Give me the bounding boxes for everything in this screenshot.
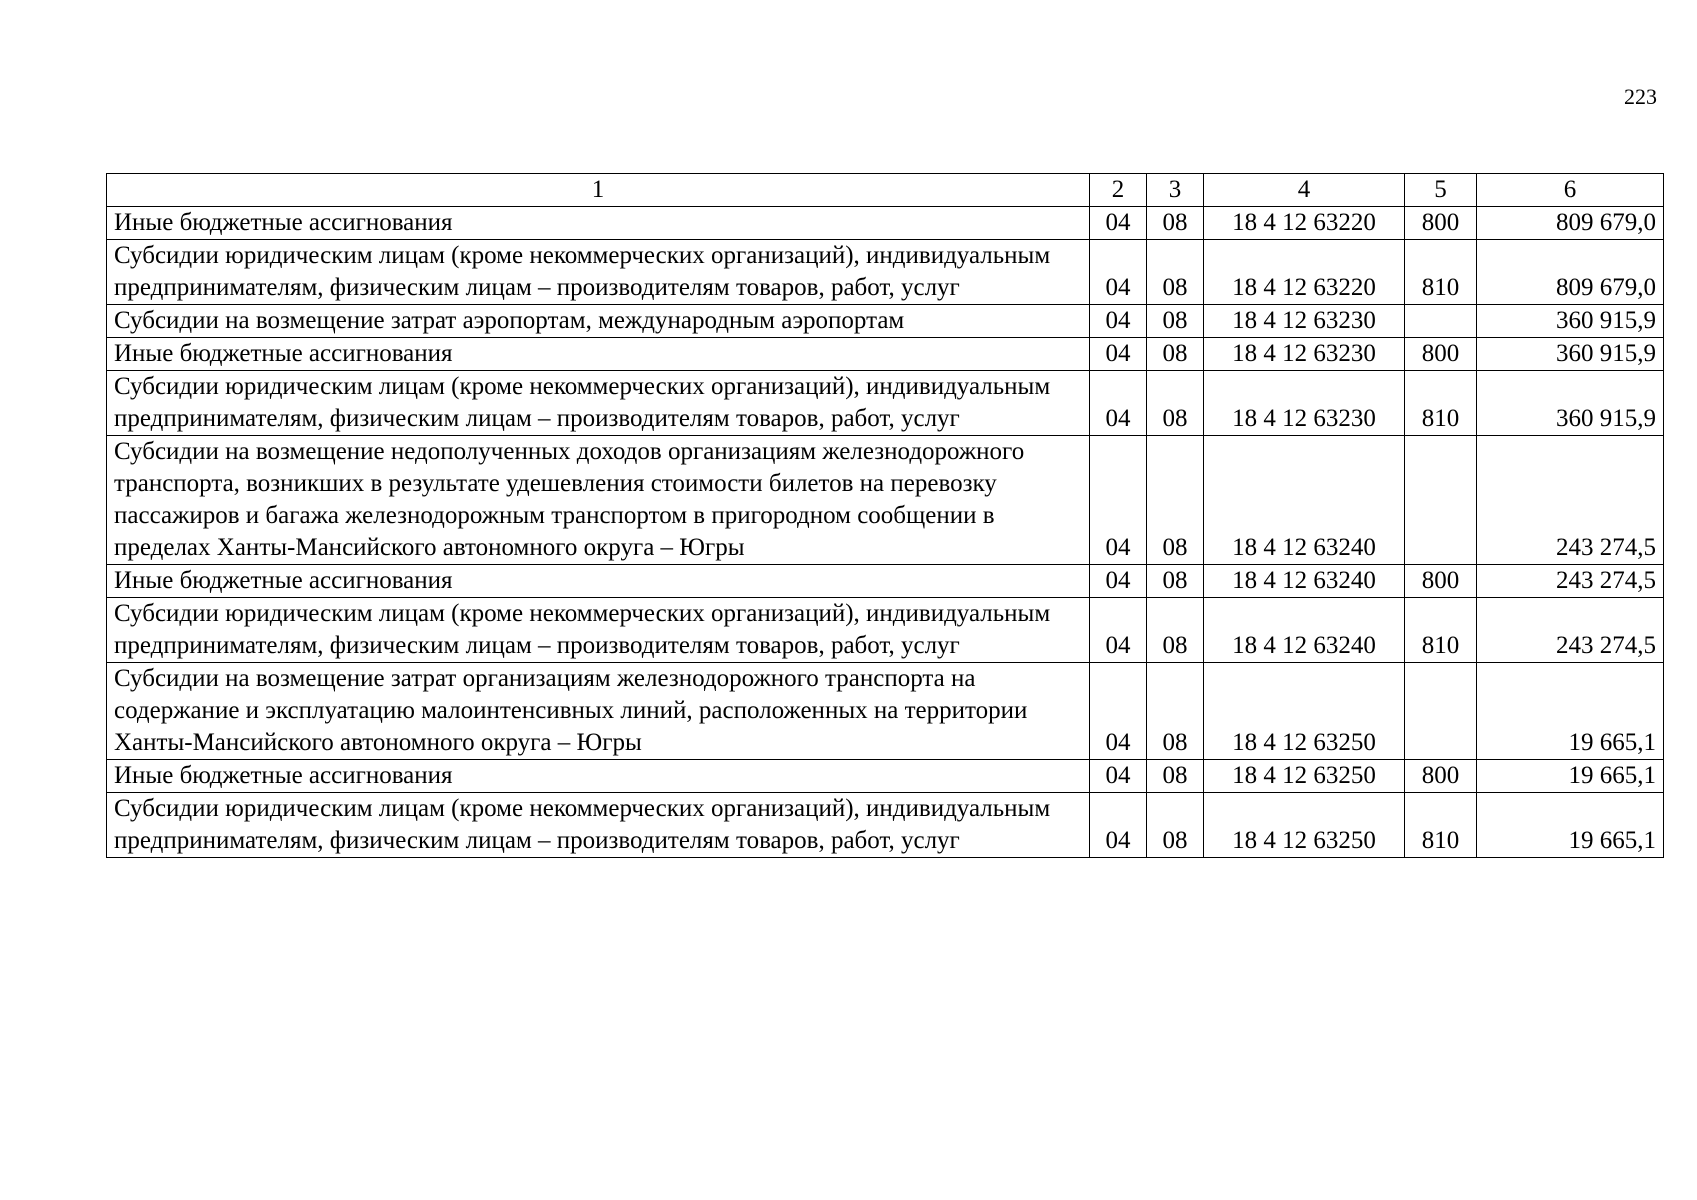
- row-name: Субсидии юридическим лицам (кроме некоммерческих организаций), индивидуальным предпринимателям, физическим лицам – производителям товаров, работ, услуг: [107, 598, 1090, 663]
- column-header: 2: [1090, 174, 1147, 207]
- row-subsection: 08: [1147, 305, 1204, 338]
- row-target-code: 18 4 12 63230: [1204, 371, 1405, 436]
- row-target-code: 18 4 12 63230: [1204, 305, 1405, 338]
- row-target-code: 18 4 12 63240: [1204, 565, 1405, 598]
- column-header: 5: [1405, 174, 1477, 207]
- row-section: 04: [1090, 793, 1147, 858]
- table-row: [107, 371, 1664, 436]
- row-expense-type: [1405, 305, 1477, 338]
- column-header: 3: [1147, 174, 1204, 207]
- row-subsection: 08: [1147, 663, 1204, 760]
- row-expense-type: 800: [1405, 565, 1477, 598]
- row-expense-type: 800: [1405, 207, 1477, 240]
- column-header: 1: [107, 174, 1090, 207]
- row-target-code: 18 4 12 63250: [1204, 663, 1405, 760]
- row-name: Субсидии юридическим лицам (кроме некоммерческих организаций), индивидуальным предпринимателям, физическим лицам – производителям товаров, работ, услуг: [107, 793, 1090, 858]
- row-amount: 360 915,9: [1477, 371, 1664, 436]
- row-target-code: 18 4 12 63250: [1204, 760, 1405, 793]
- row-target-code: 18 4 12 63240: [1204, 598, 1405, 663]
- row-expense-type: 810: [1405, 793, 1477, 858]
- row-section: 04: [1090, 760, 1147, 793]
- column-header: 4: [1204, 174, 1405, 207]
- row-subsection: 08: [1147, 760, 1204, 793]
- row-section: 04: [1090, 338, 1147, 371]
- row-subsection: 08: [1147, 371, 1204, 436]
- row-expense-type: 810: [1405, 371, 1477, 436]
- table-row: [107, 760, 1664, 793]
- row-expense-type: 810: [1405, 240, 1477, 305]
- row-name: Иные бюджетные ассигнования: [107, 565, 1090, 598]
- row-target-code: 18 4 12 63220: [1204, 240, 1405, 305]
- table-row: [107, 793, 1664, 858]
- row-section: 04: [1090, 565, 1147, 598]
- row-section: 04: [1090, 240, 1147, 305]
- row-name: Субсидии юридическим лицам (кроме некоммерческих организаций), индивидуальным предпринимателям, физическим лицам – производителям товаров, работ, услуг: [107, 240, 1090, 305]
- table-row: [107, 240, 1664, 305]
- row-expense-type: [1405, 436, 1477, 565]
- row-target-code: 18 4 12 63240: [1204, 436, 1405, 565]
- row-expense-type: 810: [1405, 598, 1477, 663]
- row-amount: 809 679,0: [1477, 207, 1664, 240]
- table-row: [107, 305, 1664, 338]
- table-row: [107, 598, 1664, 663]
- row-subsection: 08: [1147, 207, 1204, 240]
- table-row: [107, 338, 1664, 371]
- row-target-code: 18 4 12 63220: [1204, 207, 1405, 240]
- header-row: [107, 174, 1664, 207]
- row-section: 04: [1090, 663, 1147, 760]
- row-subsection: 08: [1147, 436, 1204, 565]
- row-amount: 19 665,1: [1477, 663, 1664, 760]
- row-name: Иные бюджетные ассигнования: [107, 207, 1090, 240]
- page-number: 223: [1624, 84, 1657, 109]
- row-subsection: 08: [1147, 793, 1204, 858]
- row-amount: 19 665,1: [1477, 793, 1664, 858]
- row-target-code: 18 4 12 63250: [1204, 793, 1405, 858]
- row-name: Субсидии юридическим лицам (кроме некоммерческих организаций), индивидуальным предпринимателям, физическим лицам – производителям товаров, работ, услуг: [107, 371, 1090, 436]
- row-expense-type: [1405, 663, 1477, 760]
- row-name: Субсидии на возмещение недополученных доходов организациям железнодорожного транспорта, возникших в результате удешевления стоимости билетов на перевозку пассажиров и багажа железнодорожным транспортом в пригородном сообщении в пределах Ханты-Мансийского автономного округа – Югры: [107, 436, 1090, 565]
- row-amount: 19 665,1: [1477, 760, 1664, 793]
- row-name: Иные бюджетные ассигнования: [107, 760, 1090, 793]
- row-name: Субсидии на возмещение затрат организациям железнодорожного транспорта на содержание и эксплуатацию малоинтенсивных линий, расположенных на территории Ханты-Мансийского автономного округа – Югры: [107, 663, 1090, 760]
- row-subsection: 08: [1147, 565, 1204, 598]
- row-target-code: 18 4 12 63230: [1204, 338, 1405, 371]
- row-expense-type: 800: [1405, 338, 1477, 371]
- row-amount: 243 274,5: [1477, 565, 1664, 598]
- row-amount: 243 274,5: [1477, 598, 1664, 663]
- row-amount: 360 915,9: [1477, 305, 1664, 338]
- table-row: [107, 207, 1664, 240]
- row-expense-type: 800: [1405, 760, 1477, 793]
- row-section: 04: [1090, 371, 1147, 436]
- row-name: Субсидии на возмещение затрат аэропортам, международным аэропортам: [107, 305, 1090, 338]
- table-row: [107, 436, 1664, 565]
- budget-table: [106, 173, 1664, 858]
- row-section: 04: [1090, 305, 1147, 338]
- row-subsection: 08: [1147, 240, 1204, 305]
- column-header: 6: [1477, 174, 1664, 207]
- table-row: [107, 565, 1664, 598]
- row-section: 04: [1090, 207, 1147, 240]
- row-name: Иные бюджетные ассигнования: [107, 338, 1090, 371]
- row-section: 04: [1090, 436, 1147, 565]
- row-subsection: 08: [1147, 338, 1204, 371]
- row-subsection: 08: [1147, 598, 1204, 663]
- row-amount: 360 915,9: [1477, 338, 1664, 371]
- row-section: 04: [1090, 598, 1147, 663]
- row-amount: 243 274,5: [1477, 436, 1664, 565]
- table-row: [107, 663, 1664, 760]
- row-amount: 809 679,0: [1477, 240, 1664, 305]
